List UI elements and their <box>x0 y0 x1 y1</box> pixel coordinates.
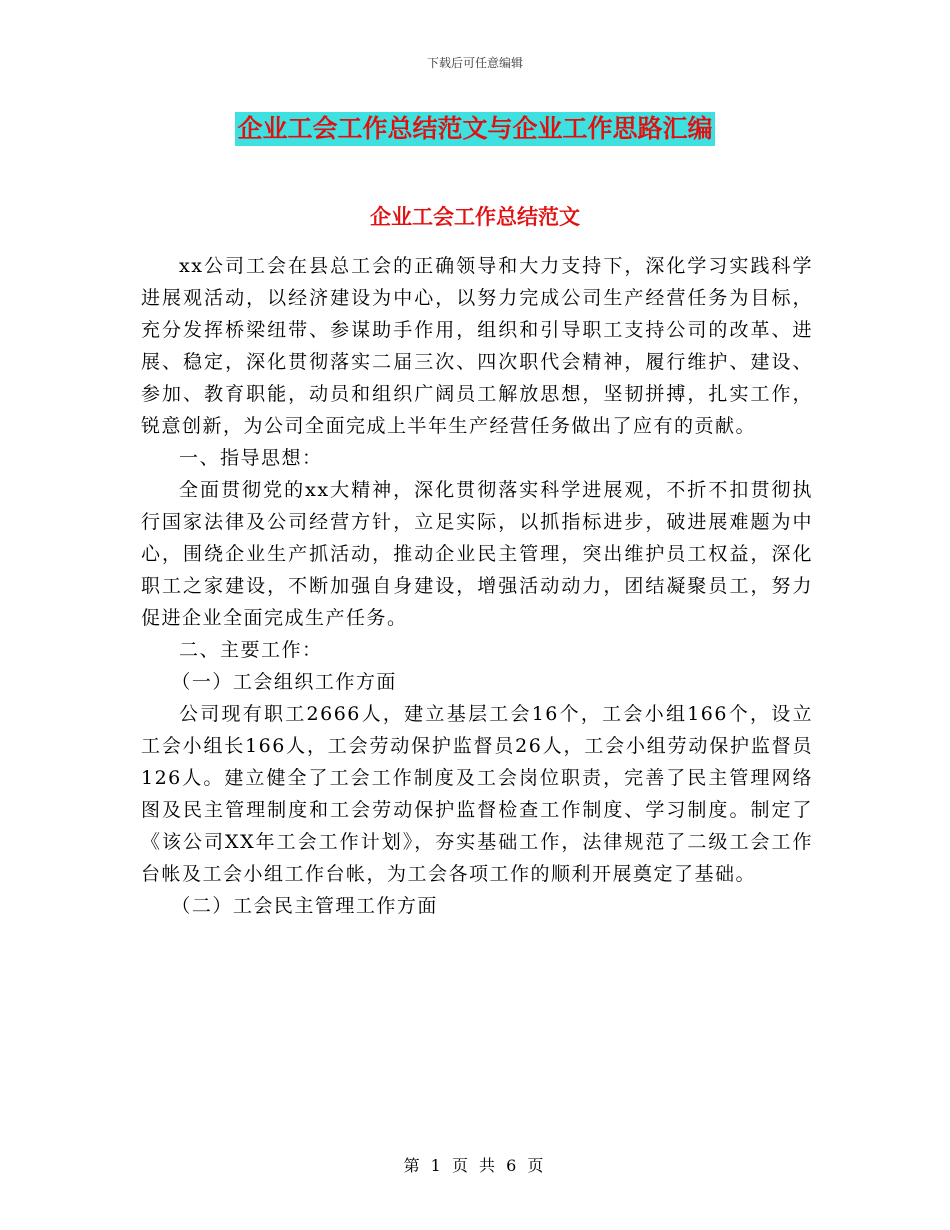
section-title: 企业工会工作总结范文 <box>370 205 580 229</box>
heading-main-work: 二、主要工作： <box>179 639 323 661</box>
header-note: 下载后可任意编辑 <box>426 56 523 70</box>
heading-guiding-ideology: 一、指导思想： <box>179 447 323 469</box>
paragraph-guiding-ideology: 全面贯彻党的xx大精神，深化贯彻落实科学进展观，不折不扣贯彻执行国家法律及公司经营方针，立足实际，以抓指标进步，破进展难题为中心，围绕企业生产抓活动，推动企业民主管理，突出维护员工权益，深化职工之家建设，不断加强自身建设，增强活动动力，团结凝聚员工，努力促进企业全面完成生产任务。 <box>141 479 813 629</box>
subheading-democratic-management: （二）工会民主管理工作方面 <box>171 895 438 917</box>
subheading-organization-work: （一）工会组织工作方面 <box>171 671 397 693</box>
page-number-footer: 第 1 页 共 6 页 <box>403 1156 547 1175</box>
paragraph-intro: xx公司工会在县总工会的正确领导和大力支持下，深化学习实践科学进展观活动，以经济建设为中心，以努力完成公司生产经营任务为目标，充分发挥桥梁纽带、参谋助手作用，组织和引导职工支持公司的改革、进展、稳定，深化贯彻落实二届三次、四次职代会精神，履行维护、建设、参加、教育职能，动员和组织广阔员工解放思想，坚韧拼搏，扎实工作，锐意创新，为公司全面完成上半年生产经营任务做出了应有的贡献。 <box>141 255 813 437</box>
paragraph-organization-work: 公司现有职工2666人，建立基层工会16个，工会小组166个，设立工会小组长166人，工会劳动保护监督员26人，工会小组劳动保护监督员126人。建立健全了工会工作制度及工会岗位职责，完善了民主管理网络图及民主管理制度和工会劳动保护监督检查工作制度、学习制度。制定了《该公司XX年工会工作计划》，夯实基础工作，法律规范了二级工会工作台帐及工会小组工作台帐，为工会各项工作的顺利开展奠定了基础。 <box>141 703 813 885</box>
document-body <box>141 250 813 922</box>
main-title-container <box>0 112 950 146</box>
main-title: 企业工会工作总结范文与企业工作思路汇编 <box>235 112 714 146</box>
